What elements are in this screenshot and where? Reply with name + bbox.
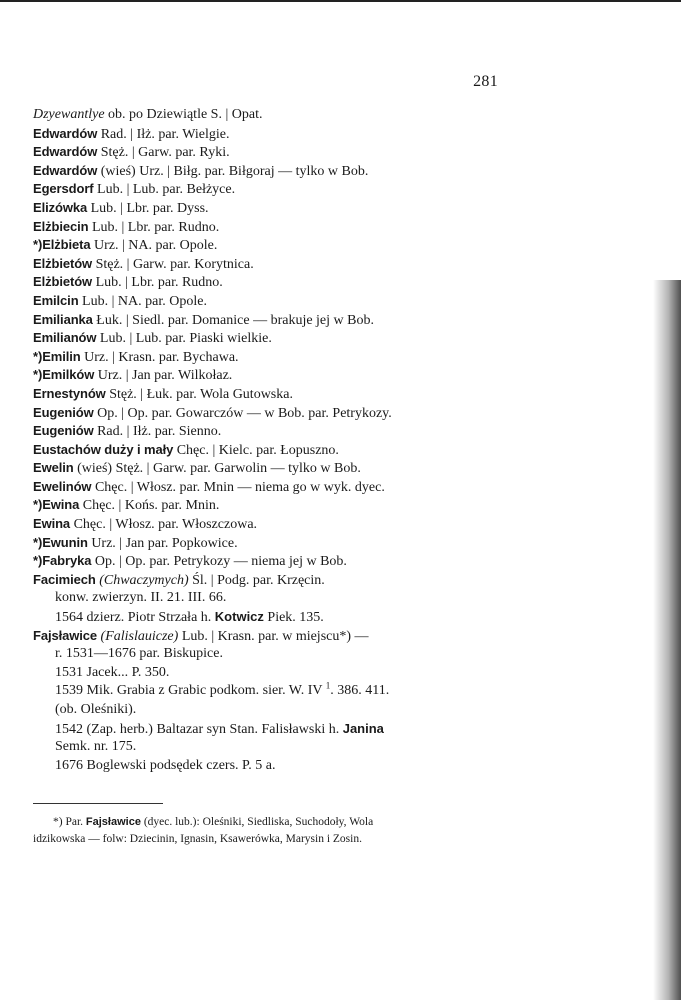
footnote-marker: *) Par. [53,816,86,828]
entry-headword: Dzyewantlye [33,107,105,122]
entry-line [33,496,493,515]
entry-text: Op. | Op. par. Gowarczów — w Bob. par. Petrykozy. [93,405,392,421]
entry-fajslawice [33,627,493,646]
entry-line [33,199,493,218]
entry-text: Op. | Op. par. Petrykozy — niema jej w Bob. [91,554,347,570]
entry-line [33,329,493,348]
entry-line [33,236,493,255]
entry-headword: Eustachów duży i mały [33,441,174,457]
entry-headword: Emilcin [33,292,79,308]
subline-bold: Janina [342,720,384,736]
entry-headword: Edwardów [33,162,98,178]
entry-headword: Egersdorf [33,181,94,197]
entry-headword: Ernestynów [33,385,106,401]
entry-headword: Elżbietów [33,255,93,271]
entry-line [33,422,493,441]
entry-text: Chęc. | Włosz. par. Włoszczowa. [70,517,258,533]
subline-text: 1539 Mik. Grabia z Grabic podkom. sier. W. IV [55,683,323,699]
entry-headword: Facimiech [33,571,96,587]
footnote-text: (dyec. lub.): Oleśniki, Siedliska, Suchodoły, Wola [140,816,374,828]
entry-line [33,180,493,199]
entry-line [33,125,493,144]
entry-text: Lub. | Krasn. par. w miejscu*) — [178,628,369,644]
entry-headword: Edwardów [33,125,98,141]
footnote [33,814,508,848]
entry-text: Lub. | NA. par. Opole. [78,293,207,309]
top-scan-edge [0,0,681,2]
entry-line [33,404,493,423]
entry-headword: *)Ewunin [33,534,88,550]
entry-alt-name: (Falislauicze) [100,628,179,644]
entry-line [33,441,493,460]
footnote-line: idzikowska — folw: Dziecinin, Ignasin, Ksawerówka, Marysin i Zosin. [33,833,362,845]
entry-subline [33,608,493,627]
entry-text: Stęż. | Łuk. par. Wola Gutowska. [105,386,293,402]
entry-text: Urz. | Jan par. Popkowice. [87,535,238,551]
footnote-rule [33,803,163,804]
entry-text: Śl. | Podg. par. Krzęcin. [188,572,325,588]
entry-headword: Emilianów [33,330,97,346]
entry-text: Urz. | Jan par. Wilkołaz. [94,368,233,384]
entry-headword: *)Ewina [33,497,80,513]
entry-subline: r. 1531—1676 par. Biskupice. [55,646,223,662]
entry-text: Urz. | Krasn. par. Bychawa. [80,349,239,365]
entry-headword: Elżbiecin [33,218,89,234]
subline-text: Piek. 135. [263,610,324,626]
entry-headword: Emilianka [33,311,93,327]
entry-line [33,552,493,571]
entry-subline: 1676 Boglewski podsędek czers. P. 5 a. [55,757,276,773]
entry-text: Lub. | Lbr. par. Dyss. [87,200,209,216]
entry-text: Chęc. | Końs. par. Mnin. [79,498,220,514]
entry-headword: Elizówka [33,199,88,215]
entry-text: Łuk. | Siedl. par. Domanice — brakuje jej w Bob. [92,312,374,328]
entry-list [33,106,493,775]
entry-text: Lub. | Lub. par. Bełżyce. [93,182,236,198]
entry-line [33,515,493,534]
entry-subline: 1531 Jacek... P. 350. [55,664,170,680]
entry-line [33,366,493,385]
entry-line [33,478,493,497]
entry-headword: *)Emilin [33,348,81,364]
entry-subline [33,682,493,701]
entry-headword: Eugeniów [33,423,94,439]
entry-text: (wieś) Stęż. | Garw. par. Garwolin — tylko w Bob. [73,461,361,477]
entry-text: Stęż. | Garw. par. Ryki. [97,145,230,161]
entry-headword: Ewelinów [33,478,92,494]
entry-text: Stęż. | Garw. par. Korytnica. [92,256,254,272]
entry-line [33,106,493,125]
entry-text: Lub. | Lbr. par. Rudno. [88,219,220,235]
entry-line [33,292,493,311]
superscript: 1 [325,680,331,691]
entry-line [33,385,493,404]
entry-facimiech [33,571,493,590]
footnote-bold: Fajsławice [85,816,141,828]
entry-text: Lub. | Lub. par. Piaski wielkie. [96,331,272,347]
page-number: 281 [473,73,498,90]
subline-text: 1564 dzierz. Piotr Strzała h. [55,610,215,626]
entry-headword: *)Elżbieta [33,237,91,253]
right-scan-shadow [653,280,681,1000]
entry-text: Rad. | Iłż. par. Sienno. [93,424,222,440]
footnote-line [33,814,508,831]
entry-line [33,311,493,330]
entry-headword: Fajsławice [33,627,98,643]
entry-headword: Eugeniów [33,404,94,420]
entry-headword: *)Emilków [33,367,95,383]
entry-line [33,218,493,237]
entry-text: ob. po Dziewiątle S. | Opat. [104,107,263,122]
entry-headword: Ewina [33,516,71,532]
entry-subline: Semk. nr. 175. [55,739,137,755]
entry-text: Chęc. | Włosz. par. Mnin — niema go w wyk. dyec. [91,479,385,495]
entry-line [33,348,493,367]
entry-line [33,273,493,292]
subline-text: . 386. 411. [330,683,390,699]
entry-subline: konw. zwierzyn. II. 21. III. 66. [55,590,227,606]
entry-line [33,255,493,274]
entry-text: Rad. | Iłż. par. Wielgie. [97,126,230,142]
subline-text: 1542 (Zap. herb.) Baltazar syn Stan. Falisławski h. [55,721,343,737]
entry-headword: Ewelin [33,460,74,476]
entry-headword: Elżbietów [33,274,93,290]
entry-line [33,534,493,553]
entry-headword: *)Fabryka [33,553,92,569]
entry-text: (wieś) Urz. | Biłg. par. Biłgoraj — tylko w Bob. [97,163,369,179]
simple-entries [33,106,493,571]
entry-subline: (ob. Oleśniki). [55,702,137,717]
entry-line [33,143,493,162]
entry-text: Urz. | NA. par. Opole. [90,238,218,254]
entry-line [33,162,493,181]
entry-subline [33,720,493,739]
entry-headword: Edwardów [33,144,98,160]
entry-line [33,459,493,478]
entry-text: Lub. | Lbr. par. Rudno. [92,275,223,291]
entry-alt-name: (Chwaczymych) [99,572,189,588]
entry-text: Chęc. | Kielc. par. Łopuszno. [173,442,339,458]
subline-bold: Kotwicz [214,609,264,625]
